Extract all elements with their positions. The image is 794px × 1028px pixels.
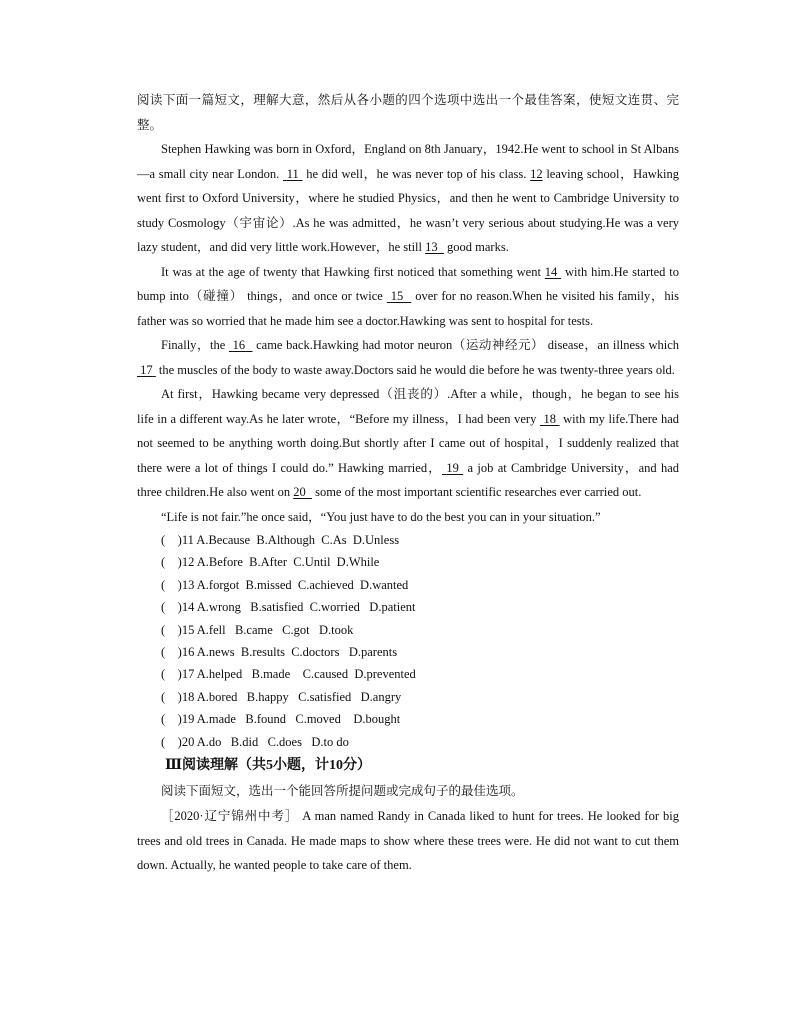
option-row-14: ( )14 A.wrong B.satisfied C.worried D.patient (161, 600, 416, 615)
blank-20: 20 (293, 485, 306, 499)
cloze-instruction: 阅读下面一篇短文，理解大意，然后从各小题的四个选项中选出一个最佳答案，使短文连贯、完整。 (137, 93, 679, 132)
reading-instruction: 阅读下面短文，选出一个能回答所提问题或完成句子的最佳选项。 (161, 784, 524, 799)
blank-12: 12 (530, 166, 543, 181)
blank-17: 17 (140, 362, 153, 377)
blank-11: 11 (286, 166, 299, 181)
option-row-11: ( )11 A.Because B.Although C.As D.Unless (161, 533, 400, 547)
passage-paragraph-5: “Life is not fair.”he once said，“You just have to do the best you can in your situation.” (161, 509, 601, 524)
passage-paragraph-1 (137, 137, 679, 260)
passage-text: Stephen Hawking was born in Oxford，England on 8th January，1942.He went to school in St Albans—a small city near London. (137, 142, 679, 181)
blank-14: 14 (544, 264, 558, 279)
passage-paragraph-2 (137, 260, 679, 334)
blank-19: 19 (446, 460, 459, 475)
passage-text: leaving school，Hawking went first to Oxford University，where he studied Physics，and then he went to Cambridge University to study Cosmology（宇宙论）.As he was admitted，he wasn’t very serious about studying.He was a very lazy student，and did very little work.However，he still (137, 166, 679, 254)
reading-passage (137, 804, 679, 878)
option-row-13: ( )13 A.forgot B.missed C.achieved D.wanted (161, 577, 409, 592)
worksheet-page (137, 88, 679, 878)
passage-text: good marks. (443, 240, 509, 254)
option-row-18: ( )18 A.bored B.happy C.satisfied D.angry (161, 689, 402, 704)
blank-18: 18 (543, 411, 556, 426)
passage-text: At first，Hawking became very depressed（沮丧的）.After a while，though，he began to see his life in a different way.As he later wrote，“Before my illness，I had been very (137, 387, 679, 426)
blank-16: 16 (232, 338, 246, 352)
section-heading-reading: Ⅲ阅读理解（共5小题，计10分） (165, 758, 372, 774)
passage-text: with my life.There had not seemed to be anything worth doing.But shortly after I came out of hospital，I suddenly realized that there were a lot of things I could do.” Hawking married， (137, 411, 680, 475)
answer-options (137, 529, 679, 753)
passage-text: over for no reason.When he visited his family，his father was so worried that he made him see a doctor.Hawking was sent to hospital for tests. (137, 289, 679, 328)
passage-text: the muscles of the body to waste away.Doctors said he would die before he was twenty-three years old. (155, 362, 675, 377)
option-row-17: ( )17 A.helped B.made C.caused D.prevented (161, 667, 416, 682)
option-row-15: ( )15 A.fell B.came C.got D.took (161, 622, 354, 637)
passage-text: with him.He started to bump into（碰撞） things，and once or twice (137, 264, 679, 303)
passage-text: came back.Hawking had motor neuron（运动神经元） disease，an illness which (252, 338, 680, 352)
passage-text: Finally，the (161, 338, 229, 352)
passage-text: he did well，he was never top of his class. (302, 166, 531, 181)
option-row-20: ( )20 A.do B.did C.does D.to do (161, 734, 349, 749)
passage-paragraph-3 (137, 333, 679, 382)
source-label: ［2020·辽宁锦州中考］ (161, 809, 299, 824)
passage-text: It was at the age of twenty that Hawking first noticed that something went (161, 264, 545, 279)
option-row-19: ( )19 A.made B.found C.moved D.bought (161, 712, 401, 727)
reading-text: A man named Randy in Canada liked to hunt for trees. He looked for big trees and old trees in Canada. He made maps to show where these trees were. He did not want to cut them down. Actually, he wanted people to take care of them. (137, 809, 679, 873)
passage-text: a job at Cambridge University，and had three children.He also went on (137, 460, 680, 499)
option-row-12: ( )12 A.Before B.After C.Until D.While (161, 555, 380, 570)
blank-15: 15 (390, 289, 404, 303)
blank-13: 13 (425, 240, 438, 254)
passage-paragraph-4 (137, 382, 679, 505)
passage-text: some of the most important scientific researches ever carried out. (311, 485, 642, 499)
option-row-16: ( )16 A.news B.results C.doctors D.parents (161, 645, 398, 660)
